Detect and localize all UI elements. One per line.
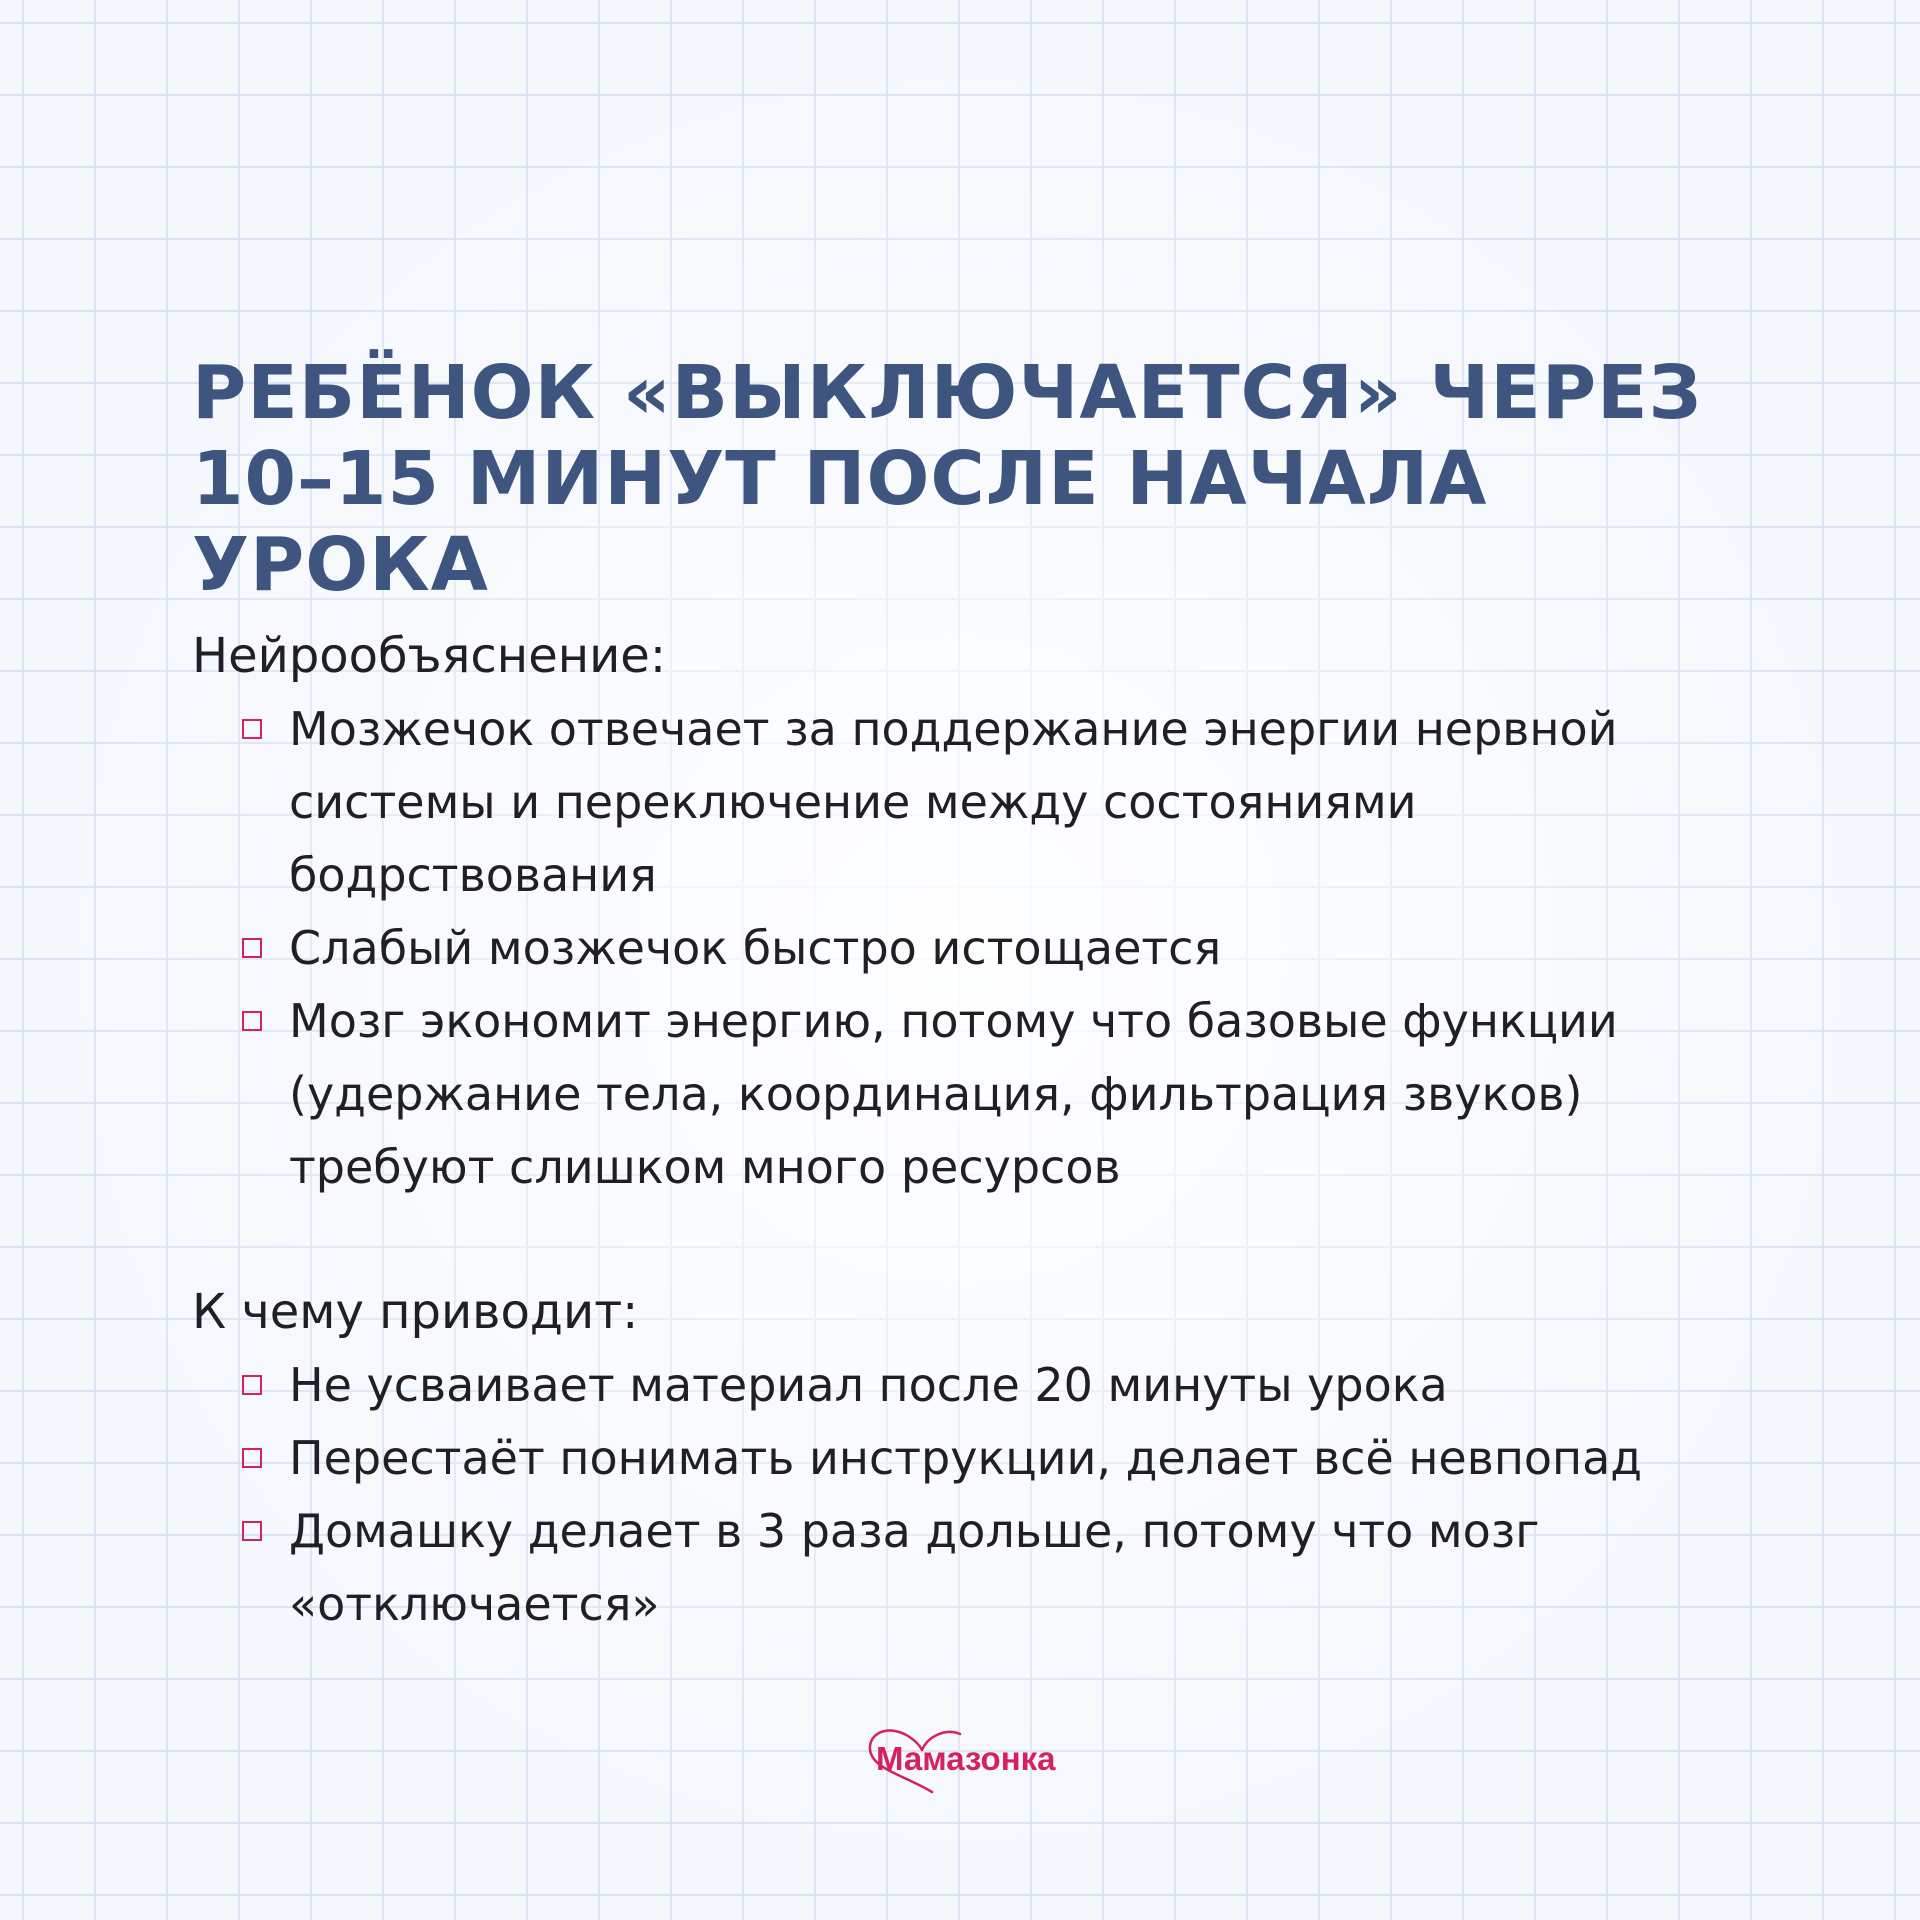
list-item: [192, 985, 1752, 1204]
brand-logo: [862, 1724, 1062, 1794]
checkbox-square-icon: [242, 1375, 262, 1395]
checkbox-square-icon: [242, 938, 262, 958]
section-consequences: [192, 1276, 1752, 1641]
page-title: [192, 350, 1792, 608]
list-item-text: Не усваивает материал после 20 минуты урока: [289, 1358, 1448, 1412]
bullet-list: [192, 693, 1752, 1204]
section-heading: К чему приводит:: [192, 1284, 639, 1340]
list-item: [192, 912, 1752, 985]
brand-logo-text: Мамазонка: [876, 1740, 1056, 1777]
list-item: [192, 1422, 1752, 1495]
checkbox-square-icon: [242, 1448, 262, 1468]
list-item: [192, 1495, 1752, 1641]
list-item-text: Мозг экономит энергию, потому что базовые функции (удержание тела, координация, фильтрация звуков) требуют слишком много ресурсов: [289, 994, 1618, 1194]
list-item-text: Домашку делает в 3 раза дольше, потому что мозг «отключается»: [289, 1504, 1540, 1631]
checkbox-square-icon: [242, 719, 262, 739]
checkbox-square-icon: [242, 1521, 262, 1541]
list-item-text: Слабый мозжечок быстро истощается: [289, 921, 1222, 975]
list-item-text: Мозжечок отвечает за поддержание энергии нервной системы и переключение между состояниями бодрствования: [289, 702, 1618, 902]
list-item: [192, 693, 1752, 912]
bullet-list: [192, 1349, 1752, 1641]
list-item: [192, 1349, 1752, 1422]
section-heading: Нейрообъяснение:: [192, 628, 666, 684]
list-item-text: Перестаёт понимать инструкции, делает всё невпопад: [289, 1431, 1643, 1485]
section-neuro-explanation: [192, 620, 1752, 1204]
page-title-line-2: 10–15 МИНУТ ПОСЛЕ НАЧАЛА УРОКА: [192, 436, 1488, 608]
checkbox-square-icon: [242, 1011, 262, 1031]
page-title-line-1: РЕБЁНОК «ВЫКЛЮЧАЕТСЯ» ЧЕРЕЗ: [192, 350, 1703, 436]
